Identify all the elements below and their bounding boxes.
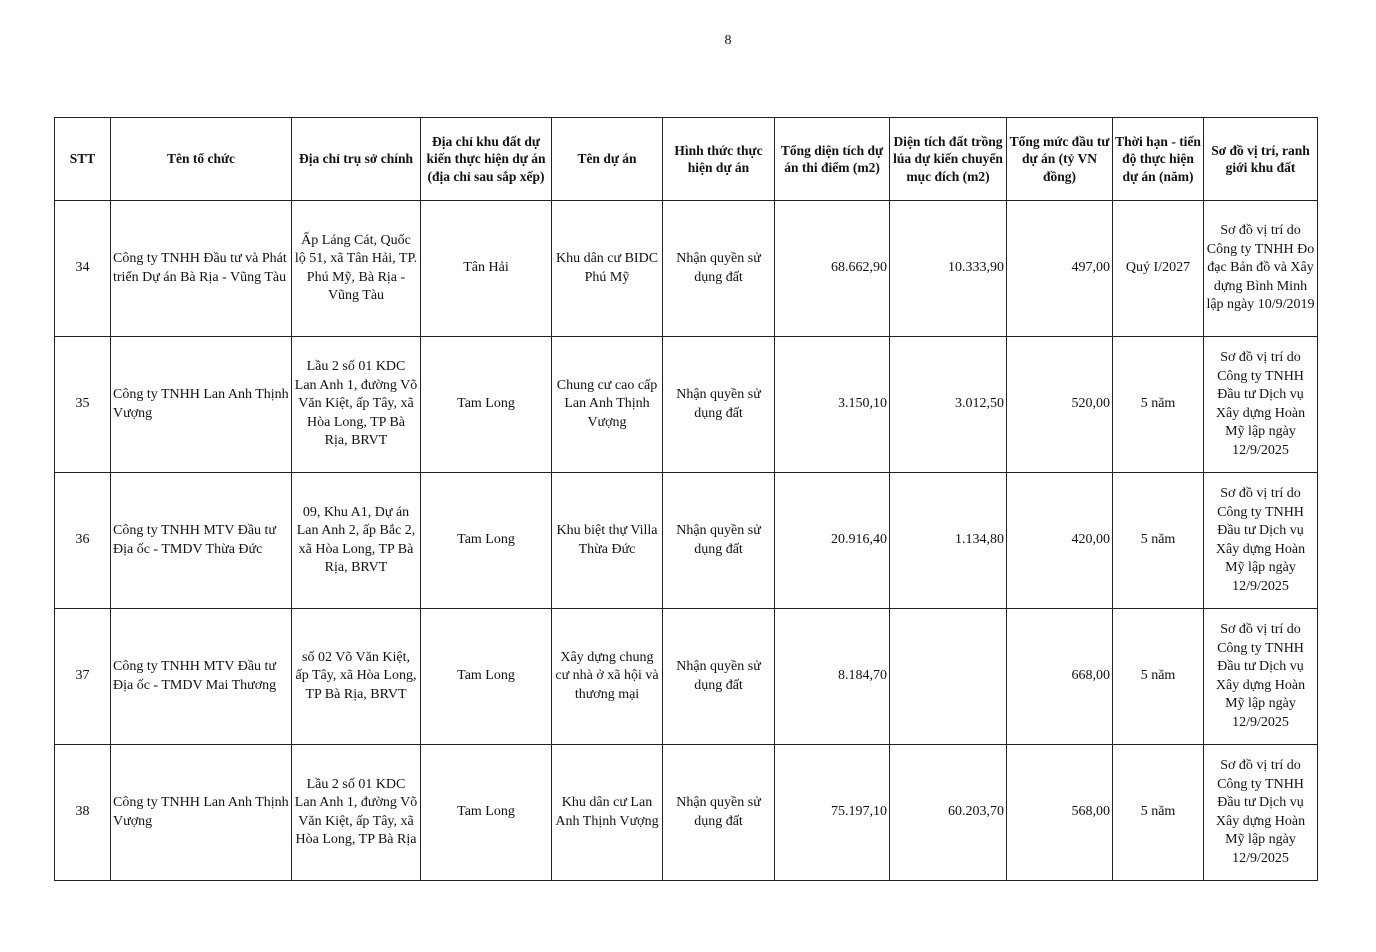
header-org: Tên tổ chức — [111, 118, 292, 201]
header-term: Thời hạn - tiến độ thực hiện dự án (năm) — [1113, 118, 1204, 201]
cell-rice: 60.203,70 — [890, 745, 1007, 881]
cell-invest: 668,00 — [1007, 609, 1113, 745]
cell-hq: 09, Khu A1, Dự án Lan Anh 2, ấp Bắc 2, xã Hòa Long, TP Bà Rịa, BRVT — [292, 473, 421, 609]
cell-site: Tam Long — [421, 609, 552, 745]
cell-project: Chung cư cao cấp Lan Anh Thịnh Vượng — [552, 337, 663, 473]
header-form: Hình thức thực hiện dự án — [663, 118, 775, 201]
header-invest: Tổng mức đầu tư dự án (tỷ VN đồng) — [1007, 118, 1113, 201]
cell-area: 3.150,10 — [775, 337, 890, 473]
cell-map: Sơ đồ vị trí do Công ty TNHH Đầu tư Dịch vụ Xây dựng Hoàn Mỹ lập ngày 12/9/2025 — [1204, 473, 1318, 609]
cell-rice: 3.012,50 — [890, 337, 1007, 473]
cell-area: 8.184,70 — [775, 609, 890, 745]
table-row — [55, 337, 1318, 473]
header-stt: STT — [55, 118, 111, 201]
cell-term: 5 năm — [1113, 745, 1204, 881]
cell-area: 20.916,40 — [775, 473, 890, 609]
cell-form: Nhận quyền sử dụng đất — [663, 201, 775, 337]
cell-term: 5 năm — [1113, 337, 1204, 473]
cell-hq: Lầu 2 số 01 KDC Lan Anh 1, đường Võ Văn Kiệt, ấp Tây, xã Hòa Long, TP Bà Rịa — [292, 745, 421, 881]
cell-form: Nhận quyền sử dụng đất — [663, 337, 775, 473]
cell-term: Quý I/2027 — [1113, 201, 1204, 337]
cell-stt: 35 — [55, 337, 111, 473]
cell-org: Công ty TNHH Đầu tư và Phát triển Dự án Bà Rịa - Vũng Tàu — [111, 201, 292, 337]
cell-rice: 1.134,80 — [890, 473, 1007, 609]
cell-site: Tam Long — [421, 745, 552, 881]
cell-stt: 37 — [55, 609, 111, 745]
cell-stt: 38 — [55, 745, 111, 881]
cell-stt: 34 — [55, 201, 111, 337]
cell-term: 5 năm — [1113, 609, 1204, 745]
cell-site: Tam Long — [421, 337, 552, 473]
table-row — [55, 745, 1318, 881]
header-rice: Diện tích đất trồng lúa dự kiến chuyển mục đích (m2) — [890, 118, 1007, 201]
table-row — [55, 201, 1318, 337]
cell-site: Tân Hải — [421, 201, 552, 337]
cell-invest: 568,00 — [1007, 745, 1113, 881]
cell-project: Khu biệt thự Villa Thừa Đức — [552, 473, 663, 609]
header-row — [55, 118, 1318, 201]
cell-invest: 420,00 — [1007, 473, 1113, 609]
cell-org: Công ty TNHH Lan Anh Thịnh Vượng — [111, 745, 292, 881]
cell-project: Khu dân cư BIDC Phú Mỹ — [552, 201, 663, 337]
cell-org: Công ty TNHH Lan Anh Thịnh Vượng — [111, 337, 292, 473]
cell-area: 75.197,10 — [775, 745, 890, 881]
header-map: Sơ đồ vị trí, ranh giới khu đất — [1204, 118, 1318, 201]
cell-org: Công ty TNHH MTV Đầu tư Địa ốc - TMDV Thừa Đức — [111, 473, 292, 609]
cell-rice: 10.333,90 — [890, 201, 1007, 337]
page-number: 8 — [724, 33, 732, 48]
header-hq: Địa chỉ trụ sở chính — [292, 118, 421, 201]
cell-map: Sơ đồ vị trí do Công ty TNHH Đầu tư Dịch vụ Xây dựng Hoàn Mỹ lập ngày 12/9/2025 — [1204, 337, 1318, 473]
cell-area: 68.662,90 — [775, 201, 890, 337]
cell-rice — [890, 609, 1007, 745]
project-table — [54, 117, 1318, 881]
cell-project: Xây dựng chung cư nhà ở xã hội và thương mại — [552, 609, 663, 745]
cell-hq: Lầu 2 số 01 KDC Lan Anh 1, đường Võ Văn Kiệt, ấp Tây, xã Hòa Long, TP Bà Rịa, BRVT — [292, 337, 421, 473]
header-area: Tổng diện tích dự án thi điểm (m2) — [775, 118, 890, 201]
cell-stt: 36 — [55, 473, 111, 609]
cell-hq: số 02 Võ Văn Kiệt, ấp Tây, xã Hòa Long, TP Bà Rịa, BRVT — [292, 609, 421, 745]
cell-map: Sơ đồ vị trí do Công ty TNHH Đầu tư Dịch vụ Xây dựng Hoàn Mỹ lập ngày 12/9/2025 — [1204, 609, 1318, 745]
cell-form: Nhận quyền sử dụng đất — [663, 609, 775, 745]
table-row — [55, 609, 1318, 745]
header-site: Địa chỉ khu đất dự kiến thực hiện dự án (địa chỉ sau sắp xếp) — [421, 118, 552, 201]
cell-term: 5 năm — [1113, 473, 1204, 609]
header-project: Tên dự án — [552, 118, 663, 201]
cell-map: Sơ đồ vị trí do Công ty TNHH Đầu tư Dịch vụ Xây dựng Hoàn Mỹ lập ngày 12/9/2025 — [1204, 745, 1318, 881]
table-row — [55, 473, 1318, 609]
cell-invest: 520,00 — [1007, 337, 1113, 473]
cell-form: Nhận quyền sử dụng đất — [663, 745, 775, 881]
cell-project: Khu dân cư Lan Anh Thịnh Vượng — [552, 745, 663, 881]
cell-org: Công ty TNHH MTV Đầu tư Địa ốc - TMDV Mai Thương — [111, 609, 292, 745]
cell-invest: 497,00 — [1007, 201, 1113, 337]
cell-site: Tam Long — [421, 473, 552, 609]
cell-hq: Ấp Láng Cát, Quốc lộ 51, xã Tân Hải, TP. Phú Mỹ, Bà Rịa - Vũng Tàu — [292, 201, 421, 337]
cell-form: Nhận quyền sử dụng đất — [663, 473, 775, 609]
cell-map: Sơ đồ vị trí do Công ty TNHH Đo đạc Bản đồ và Xây dựng Bình Minh lập ngày 10/9/2019 — [1204, 201, 1318, 337]
